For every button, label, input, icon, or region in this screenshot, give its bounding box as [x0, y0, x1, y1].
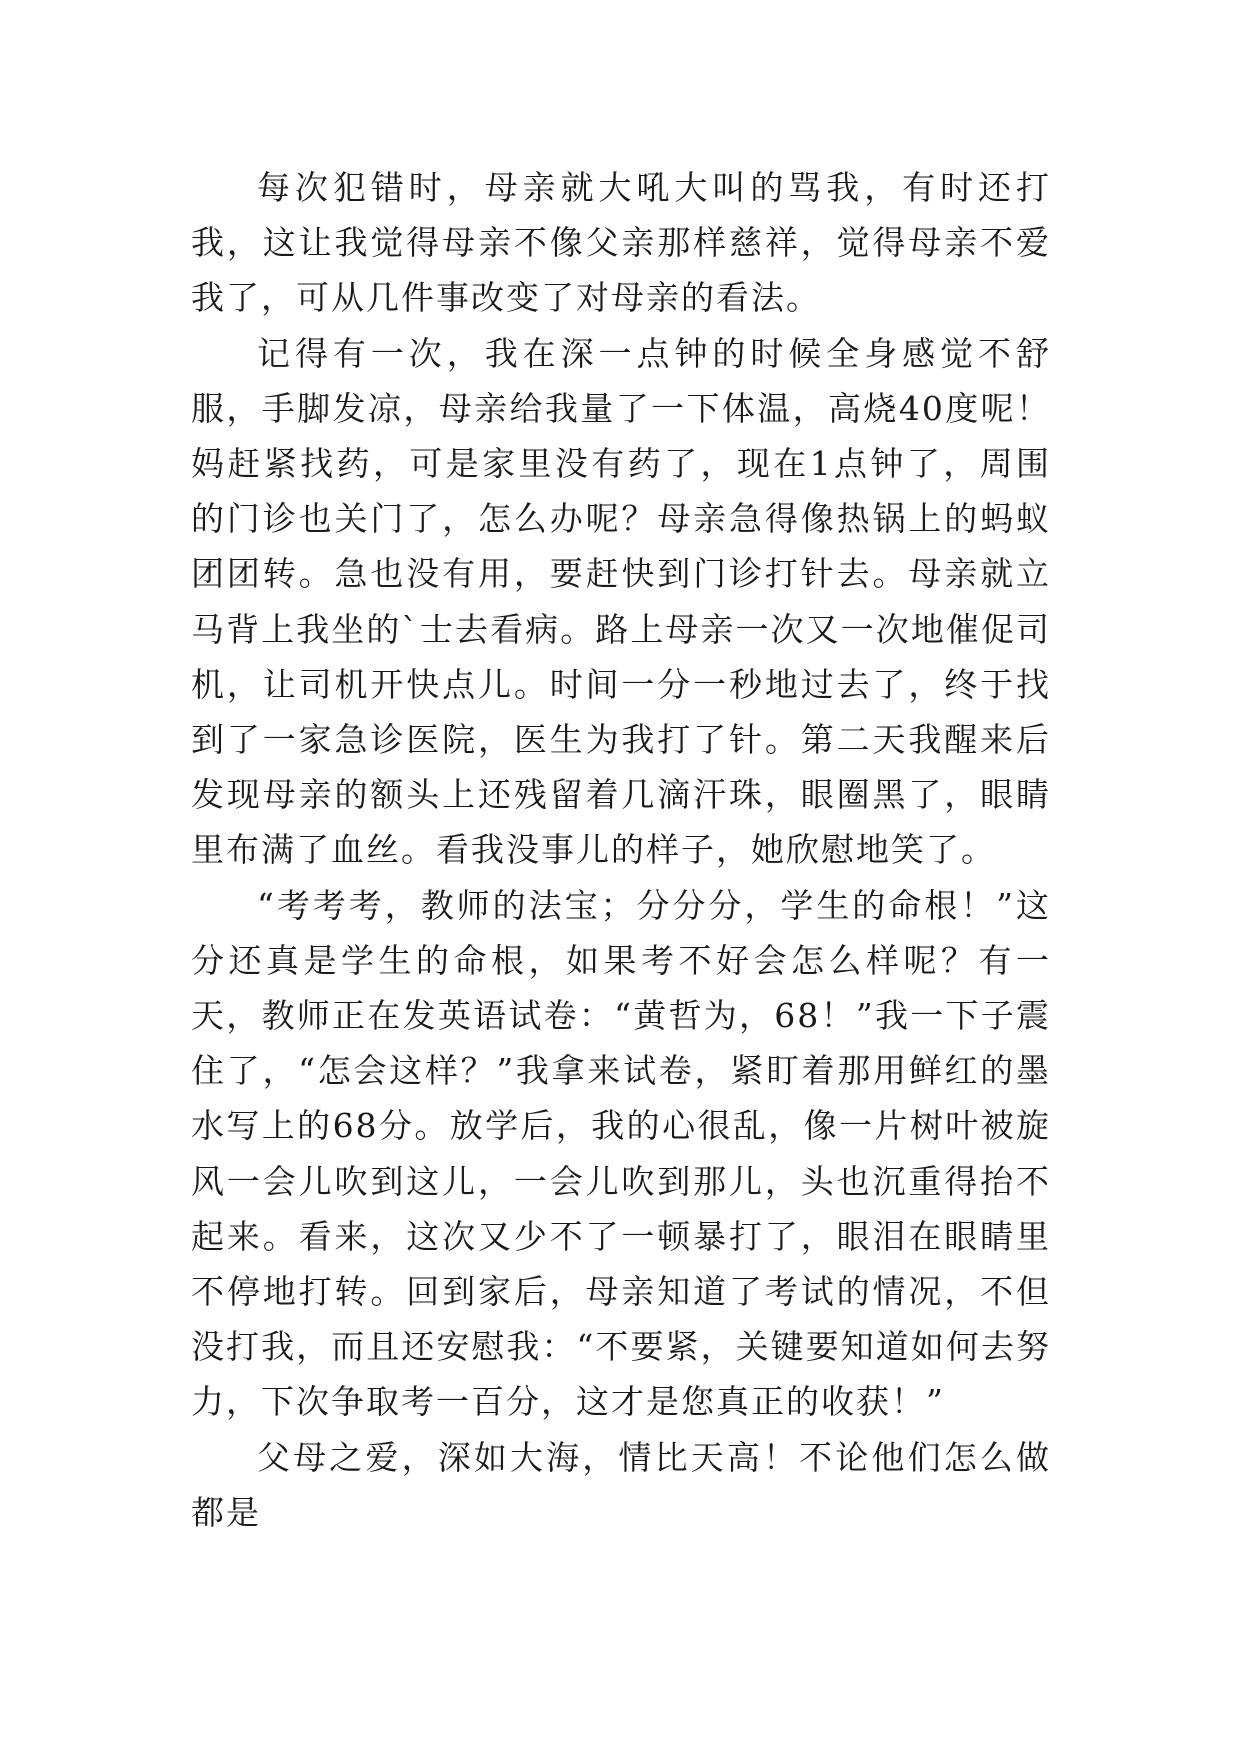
paragraph-1: 每次犯错时，母亲就大吼大叫的骂我，有时还打我，这让我觉得母亲不像父亲那样慈祥，觉得母亲不爱我了，可从几件事改变了对母亲的看法。	[191, 168, 1051, 318]
paragraph-2: 记得有一次，我在深一点钟的时候全身感觉不舒服，手脚发凉，母亲给我量了一下体温，高烧40度呢！妈赶紧找药，可是家里没有药了，现在1点钟了，周围的门诊也关门了，怎么办呢？母亲急得像热锅上的蚂蚁团团转。急也没有用，要赶快到门诊打针去。母亲就立马背上我坐的`士去看病。路上母亲一次又一次地催促司机，让司机开快点儿。时间一分一秒地过去了，终于找到了一家急诊医院，医生为我打了针。第二天我醒来后发现母亲的额头上还残留着几滴汗珠，眼圈黑了，眼睛里布满了血丝。看我没事儿的样子，她欣慰地笑了。	[191, 333, 1051, 870]
paragraph-4: 父母之爱，深如大海，情比天高！不论他们怎么做都是	[191, 1437, 1051, 1532]
body-text	[191, 160, 1051, 1540]
paragraph-3: “考考考，教师的法宝；分分分，学生的命根！”这分还真是学生的命根，如果考不好会怎么样呢？有一天，教师正在发英语试卷：“黄哲为，68！”我一下子震住了，“怎会这样？”我拿来试卷，紧盯着那用鲜红的墨水写上的68分。放学后，我的心很乱，像一片树叶被旋风一会儿吹到这儿，一会儿吹到那儿，头也沉重得抬不起来。看来，这次又少不了一顿暴打了，眼泪在眼睛里不停地打转。回到家后，母亲知道了考试的情况，不但没打我，而且还安慰我：“不要紧，关键要知道如何去努力，下次争取考一百分，这才是您真正的收获！”	[191, 885, 1051, 1422]
